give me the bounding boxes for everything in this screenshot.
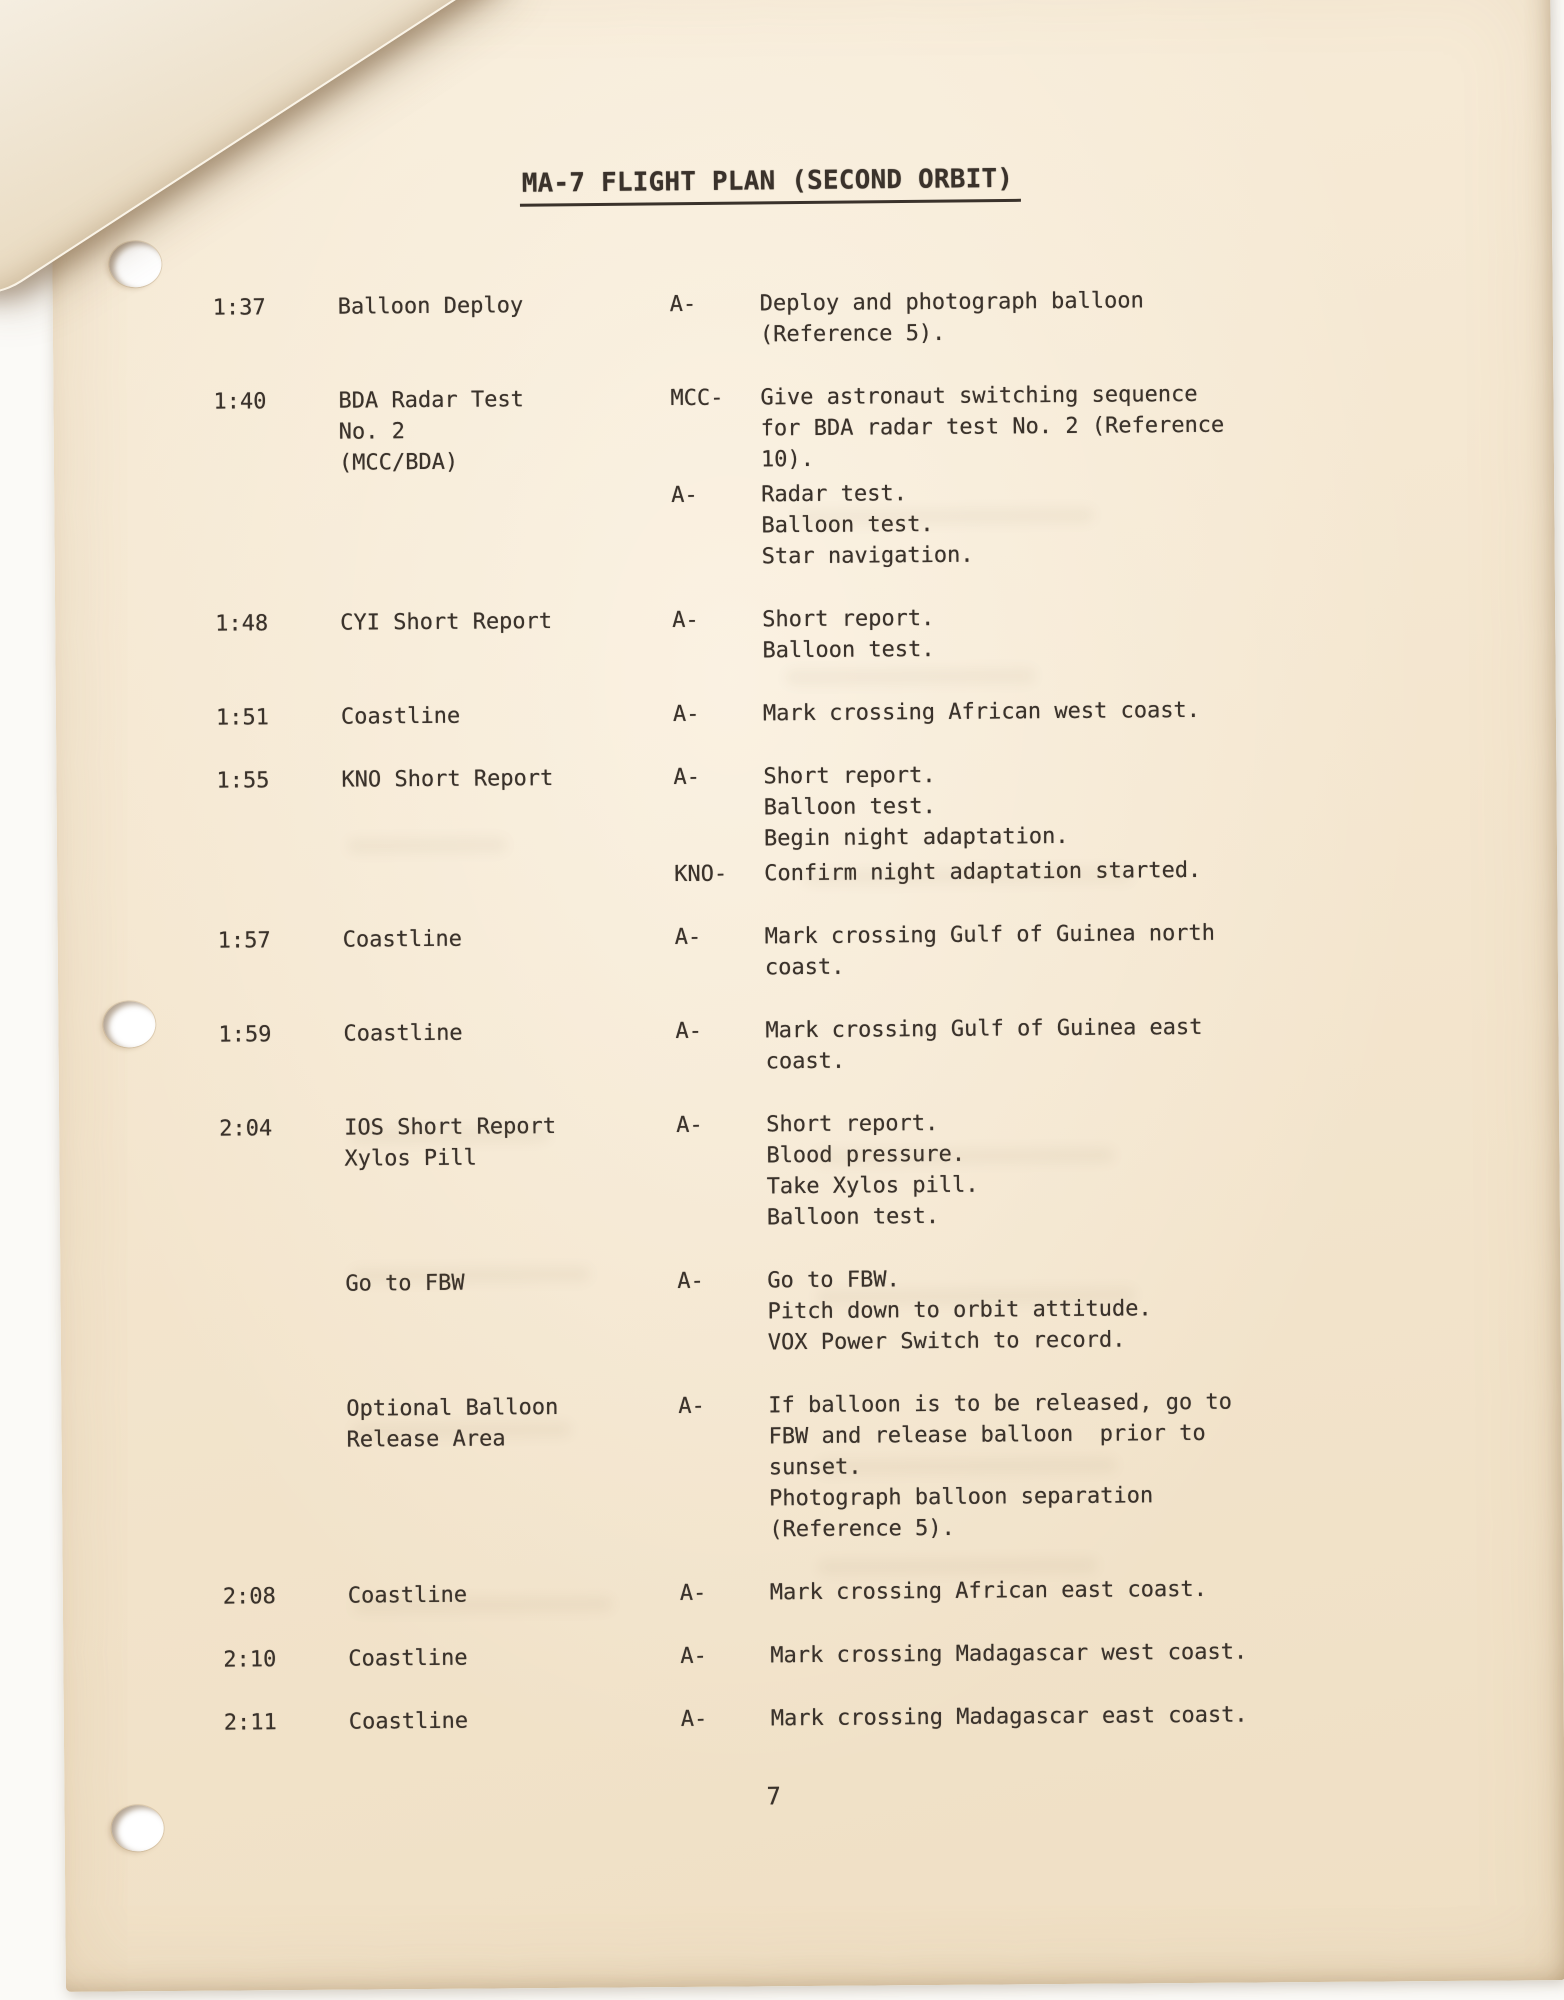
actor-label: A- [679,1580,707,1607]
actor-label: MCC- [670,385,724,412]
actor-label: A- [671,482,698,509]
row-entries [675,915,1558,984]
procedure-line: Short report. [762,605,935,633]
event-line: KNO Short Report [341,765,554,793]
bleed-through-smudge [349,1127,549,1144]
procedure-line: Balloon test. [766,1203,940,1231]
ground-elapsed-time: 2:08 [222,1584,276,1610]
row-entries [670,376,1554,573]
flight-plan-row [53,282,1553,356]
event-line: Coastline [342,926,463,953]
procedure-line: Go to FBW. [767,1267,900,1294]
event-line: Coastline [340,703,461,730]
row-entries [677,1259,1561,1359]
flight-plan-rows [53,282,1564,1772]
procedure-line: Balloon test. [761,511,934,539]
procedure-line: Short report. [766,1110,939,1138]
ground-elapsed-time: 2:04 [219,1116,273,1142]
procedure-line: Balloon test. [763,793,936,821]
procedure-lines [767,1262,1152,1358]
row-entries [670,282,1553,351]
flight-plan-row [58,1009,1558,1083]
procedure-line: FBW and release balloon prior to [768,1420,1206,1450]
procedure-lines [766,1108,979,1234]
procedure-lines [761,478,974,573]
procedure-line: 10). [760,446,815,473]
procedure-line: Begin night adaptation. [763,823,1069,852]
actor-label: A- [674,924,702,951]
procedure-line: Mark crossing African east coast. [769,1576,1208,1606]
bleed-through-smudge [815,1287,1135,1305]
punch-hole-top [109,241,161,287]
flight-plan-row [64,1697,1564,1740]
event-line: Go to FBW [345,1270,465,1297]
page-number: 7 [766,1782,781,1811]
event-line: Coastline [348,1645,468,1672]
procedure-line: Mark crossing Gulf of Guinea east [765,1014,1203,1044]
procedure-line: (Reference 5). [769,1515,955,1543]
row-entries [675,1009,1558,1078]
event-name [349,1704,681,1738]
actor-label: A- [672,701,700,728]
event-line: CYI Short Report [340,608,553,636]
row-entries [673,692,1556,730]
actor-label: A- [678,1393,705,1420]
event-name [348,1641,680,1675]
procedure-line: sunset. [768,1454,862,1481]
event-line: IOS Short Report [344,1113,557,1141]
flight-plan-row [58,915,1558,989]
procedure-line: Mark crossing Madagascar west coast. [770,1639,1248,1669]
procedure-line: VOX Power Switch to record. [767,1327,1126,1356]
event-name [346,1391,679,1549]
event-line: Coastline [343,1020,463,1047]
procedure-line: Star navigation. [761,542,974,570]
flight-plan-row [61,1384,1562,1551]
procedure-entry [673,755,1557,855]
flight-plan-row [60,1259,1561,1364]
actor-label: A- [675,1018,703,1045]
procedure-lines [760,285,1145,350]
procedure-lines [763,759,1068,854]
event-name [338,383,671,576]
procedure-entry [680,1571,1563,1609]
procedure-line: Pitch down to orbit attitude. [767,1296,1152,1325]
flight-plan-row [59,1103,1560,1239]
procedure-entry [672,598,1555,667]
procedure-entry [675,1009,1558,1078]
actor-label: A- [680,1706,708,1733]
bleed-through-smudge [347,837,507,853]
procedure-entry [670,376,1554,476]
procedure-line: (Reference 5). [759,320,946,348]
actor-label: A- [676,1112,703,1139]
flight-plan-row [63,1571,1563,1614]
bleed-through-smudge [786,668,1036,685]
row-entries [681,1697,1564,1735]
ground-elapsed-time: 1:51 [215,705,270,731]
procedure-line: Mark crossing African west coast. [762,697,1201,727]
ground-elapsed-time: 1:48 [215,611,269,637]
bleed-through-smudge [350,1267,590,1284]
procedure-line: If balloon is to be released, go to [768,1389,1233,1419]
procedure-lines [762,603,935,666]
procedure-entry [680,1634,1563,1672]
procedure-lines [760,379,1224,476]
procedure-line: Photograph balloon separation [768,1483,1154,1512]
bleed-through-smudge [794,508,1094,525]
procedure-line: coast. [765,1048,846,1075]
procedure-line: Take Xylos pill. [766,1172,979,1200]
procedure-lines [765,1012,1203,1077]
procedure-line: Give astronaut switching sequence [760,381,1198,411]
procedure-entry [678,1384,1562,1546]
event-name [341,699,673,733]
row-entries [680,1571,1563,1609]
procedure-entry [677,1259,1561,1359]
row-entries [676,1103,1560,1234]
bleed-through-smudge [817,1458,1117,1475]
procedure-line: coast. [764,954,845,981]
procedure-line: Balloon test. [762,636,935,664]
ground-elapsed-time: 2:10 [223,1647,277,1673]
bleed-through-smudge [351,1422,571,1439]
ground-elapsed-time: 2:11 [223,1710,277,1736]
ground-elapsed-time [221,1394,347,1550]
procedure-lines [763,695,1200,729]
actor-label: A- [672,607,699,634]
flight-plan-page [50,0,1564,1992]
flight-plan-row [55,598,1555,672]
procedure-line: Blood pressure. [766,1141,966,1169]
event-name [338,289,670,354]
bleed-through-smudge [802,867,1132,885]
event-line: No. 2 [338,419,406,445]
event-line: BDA Radar Test [338,387,524,414]
event-line: Balloon Deploy [337,293,524,320]
procedure-entry [675,915,1558,984]
procedure-entry [673,692,1556,730]
procedure-lines [771,1700,1248,1735]
actor-label: A- [669,291,697,318]
row-entries [680,1634,1563,1672]
flight-plan-row [56,692,1556,735]
event-line: Optional Balloon [346,1394,559,1422]
procedure-lines [770,1637,1247,1672]
procedure-entry [681,1697,1564,1735]
punch-hole-bottom [111,1805,163,1851]
ground-elapsed-time: 1:40 [213,389,267,415]
procedure-lines [770,1574,1207,1608]
actor-label: A- [677,1268,704,1295]
event-name [343,922,675,987]
bleed-through-smudge [353,1597,613,1614]
event-line: Xylos Pill [344,1145,477,1172]
event-name [341,762,674,893]
event-line: (MCC/BDA) [338,449,459,476]
flight-plan-row [63,1634,1563,1677]
procedure-line: for BDA radar test No. 2 (Reference [760,412,1225,442]
ground-elapsed-time: 1:37 [212,295,266,321]
actor-label: A- [680,1643,707,1670]
event-name [340,605,672,670]
flight-plan-row [53,376,1554,578]
event-name [343,1016,675,1081]
procedure-line: Mark crossing Gulf of Guinea north [764,920,1216,950]
actor-label: KNO- [674,861,728,888]
procedure-line: Radar test. [761,481,908,508]
procedure-line: Mark crossing Madagascar east coast. [770,1702,1248,1732]
procedure-entry [676,1103,1560,1234]
bleed-through-smudge [818,1558,1098,1575]
ground-elapsed-time [220,1269,346,1363]
event-line: Coastline [347,1582,468,1609]
row-entries [672,598,1555,667]
row-entries [678,1384,1562,1546]
procedure-lines [765,918,1216,984]
event-line: Coastline [348,1708,469,1735]
bleed-through-smudge [814,1148,1114,1165]
actor-label: A- [673,764,701,791]
procedure-line: Short report. [763,762,936,790]
ground-elapsed-time: 1:57 [217,928,271,954]
procedure-line: Confirm night adaptation started. [764,857,1202,887]
page-title: MA-7 FLIGHT PLAN (SECOND ORBIT) [520,164,1022,207]
ground-elapsed-time: 1:59 [218,1022,272,1048]
procedure-entry [670,282,1553,351]
ground-elapsed-time: 1:55 [216,768,270,794]
event-line: Release Area [346,1426,506,1453]
procedure-line: Deploy and photograph balloon [759,288,1144,317]
